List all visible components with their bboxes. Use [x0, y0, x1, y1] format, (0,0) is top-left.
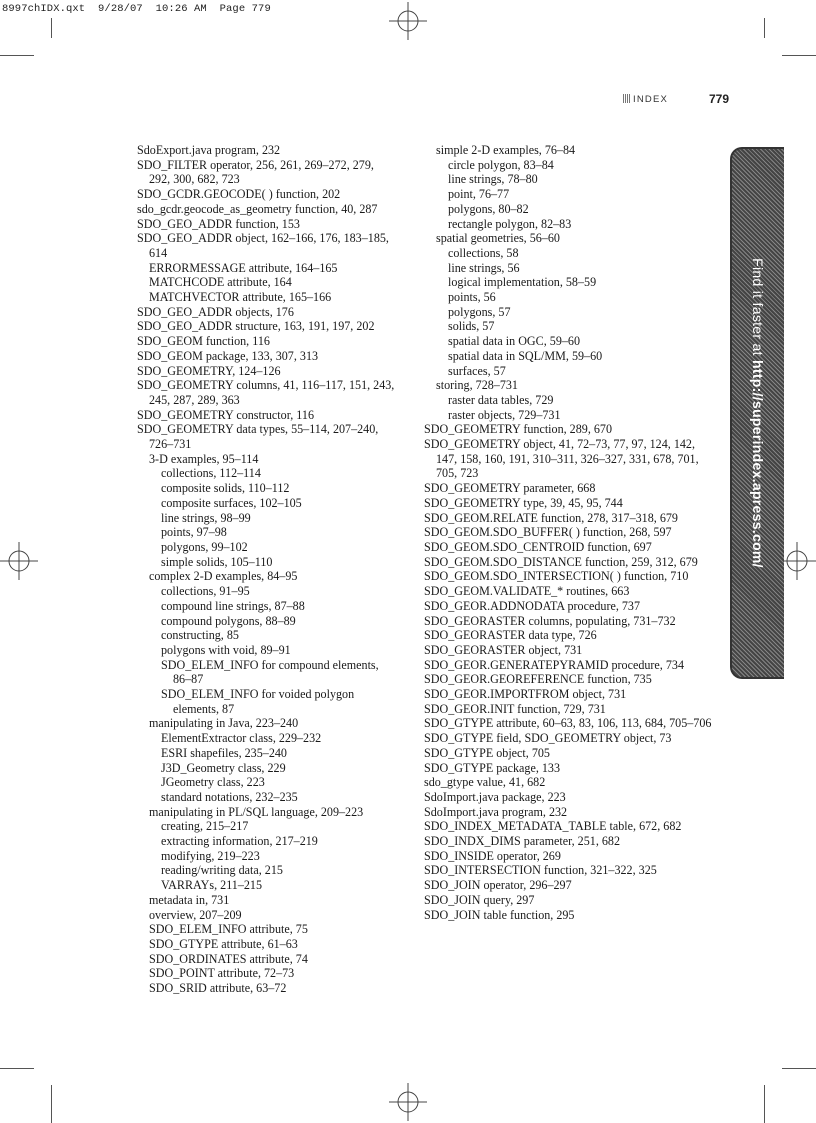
index-entry: SDO_GEOM.SDO_BUFFER( ) function, 268, 597 [424, 525, 672, 540]
index-entry: SDO_GEOMETRY object, 41, 72–73, 77, 97, 124, 142, 147, 158, 160, 191, 310–311, 326–327, 331, 678, 701, 705, 723 [424, 437, 699, 481]
index-entry: raster data tables, 729 [448, 392, 554, 407]
index-entry: logical implementation, 58–59 [448, 275, 597, 290]
index-entry: simple 2-D examples, 76–84 [436, 143, 576, 157]
index-entry: polygons, 57 [448, 304, 511, 319]
index-entry: solids, 57 [448, 319, 495, 334]
index-entry: SDO_GEOR.ADDNODATA procedure, 737 [424, 598, 641, 613]
index-entry: SDO_GEO_ADDR function, 153 [137, 216, 300, 231]
index-entry: SdoExport.java program, 232 [137, 143, 281, 157]
crop-mark [782, 55, 816, 56]
index-entry: manipulating in Java, 223–240 [149, 716, 299, 731]
thumb-tab-prefix: Find it faster at [750, 258, 766, 361]
index-entry: SDO_ORDINATES attribute, 74 [149, 951, 308, 966]
index-entry: SDO_GEO_ADDR objects, 176 [137, 304, 294, 319]
index-entry: SDO_SRID attribute, 63–72 [149, 981, 287, 996]
crop-mark [782, 1068, 816, 1069]
registration-mark-left [0, 542, 38, 580]
index-column-right [424, 143, 714, 922]
index-entry: SDO_GEOM.SDO_CENTROID function, 697 [424, 539, 652, 554]
index-entry: raster objects, 729–731 [448, 407, 561, 422]
index-entry: SDO_GTYPE attribute, 60–63, 83, 106, 113, 684, 705–706 [424, 716, 712, 731]
index-entry: SDO_GEOM function, 116 [137, 334, 270, 349]
index-entry: overview, 207–209 [149, 907, 242, 922]
crop-mark [51, 18, 52, 38]
index-entry: extracting information, 217–219 [161, 834, 318, 849]
index-entry: SDO_ELEM_INFO attribute, 75 [149, 922, 308, 937]
index-entry: SDO_GEO_ADDR object, 162–166, 176, 183–185, 614 [137, 231, 389, 260]
index-entry: collections, 112–114 [161, 466, 261, 481]
index-entry: SDO_GEORASTER object, 731 [424, 642, 583, 657]
index-entry: complex 2-D examples, 84–95 [149, 569, 298, 584]
index-entry: manipulating in PL/SQL language, 209–223 [149, 804, 364, 819]
index-entry: creating, 215–217 [161, 819, 249, 834]
index-entry: SDO_INSIDE operator, 269 [424, 848, 561, 863]
thumb-tab-url: http://superindex.apress.com/ [750, 360, 766, 568]
index-entry: SDO_GEOR.GEOREFERENCE function, 735 [424, 672, 652, 687]
index-entry: sdo_gtype value, 41, 682 [424, 775, 546, 790]
index-entry: SdoImport.java program, 232 [424, 804, 568, 819]
index-entry: compound line strings, 87–88 [161, 598, 305, 613]
index-entry: ESRI shapefiles, 235–240 [161, 745, 287, 760]
index-entry: SDO_GTYPE field, SDO_GEOMETRY object, 73 [424, 731, 672, 746]
index-entry: SDO_ELEM_INFO for compound elements, 86–87 [161, 657, 379, 687]
registration-mark-bottom [389, 1083, 427, 1121]
index-entry: SDO_FILTER operator, 256, 261, 269–272, 279, 292, 300, 682, 723 [137, 157, 374, 187]
index-entry: SDO_GEO_ADDR structure, 163, 191, 197, 202 [137, 319, 375, 334]
index-entry: circle polygon, 83–84 [448, 157, 554, 172]
index-entry: SDO_GEORASTER data type, 726 [424, 628, 597, 643]
index-entry: SDO_ELEM_INFO for voided polygon elements, 87 [161, 687, 355, 716]
index-entry: SDO_GEOMETRY data types, 55–114, 207–240, 726–731 [137, 422, 379, 452]
index-entry: spatial geometries, 56–60 [436, 231, 560, 246]
index-entry: SDO_GTYPE package, 133 [424, 760, 561, 775]
index-entry: ElementExtractor class, 229–232 [161, 731, 322, 746]
index-entry: rectangle polygon, 82–83 [448, 216, 572, 231]
index-entry: reading/writing data, 215 [161, 863, 283, 878]
index-entry: modifying, 219–223 [161, 848, 260, 863]
index-entry: SDO_GEOMETRY columns, 41, 116–117, 151, 243, 245, 287, 289, 363 [137, 378, 395, 407]
index-entry: SDO_GEOR.IMPORTFROM object, 731 [424, 687, 627, 702]
index-entry: standard notations, 232–235 [161, 789, 298, 804]
index-entry: MATCHVECTOR attribute, 165–166 [149, 290, 332, 305]
index-entry: JGeometry class, 223 [161, 775, 265, 790]
index-entry: SDO_GEOM.RELATE function, 278, 317–318, 679 [424, 510, 678, 525]
index-entry: spatial data in SQL/MM, 59–60 [448, 348, 603, 363]
index-entry: VARRAYs, 211–215 [161, 878, 263, 893]
index-entry: SDO_JOIN table function, 295 [424, 907, 575, 922]
index-entry: J3D_Geometry class, 229 [161, 760, 286, 775]
index-entry: SDO_GEOMETRY parameter, 668 [424, 481, 596, 496]
index-entry: SDO_INDEX_METADATA_TABLE table, 672, 682 [424, 819, 682, 834]
index-entry: collections, 58 [448, 245, 519, 260]
index-entry: SDO_POINT attribute, 72–73 [149, 966, 295, 981]
index-entry: SDO_GEOMETRY function, 289, 670 [424, 422, 613, 437]
index-entry: SDO_GEOM package, 133, 307, 313 [137, 348, 319, 363]
index-entry: SDO_GEOM.SDO_DISTANCE function, 259, 312, 679 [424, 554, 698, 569]
index-entry: SDO_GEOR.INIT function, 729, 731 [424, 701, 606, 716]
index-entry: SDO_INDX_DIMS parameter, 251, 682 [424, 834, 621, 849]
index-entry: composite surfaces, 102–105 [161, 495, 302, 510]
index-entry: polygons, 80–82 [448, 201, 529, 216]
index-entry: SDO_GTYPE attribute, 61–63 [149, 936, 298, 951]
index-entry: simple solids, 105–110 [161, 554, 273, 569]
index-entry: constructing, 85 [161, 628, 239, 643]
thumb-tab-text [750, 258, 766, 568]
crop-mark [51, 1085, 52, 1123]
index-entry: SDO_INTERSECTION function, 321–322, 325 [424, 863, 657, 878]
index-entry: ERRORMESSAGE attribute, 164–165 [149, 260, 338, 275]
index-entry: SDO_GEOM.VALIDATE_* routines, 663 [424, 584, 630, 599]
crop-mark [0, 1068, 34, 1069]
thumb-tab [730, 147, 784, 679]
index-entry: SdoImport.java package, 223 [424, 789, 566, 804]
header-bars-icon [623, 94, 630, 103]
index-entry: SDO_GEOMETRY, 124–126 [137, 363, 281, 378]
index-entry: line strings, 98–99 [161, 510, 251, 525]
index-entry: storing, 728–731 [436, 378, 518, 393]
index-entry: spatial data in OGC, 59–60 [448, 334, 581, 349]
crop-mark [0, 55, 34, 56]
index-entry: polygons, 99–102 [161, 539, 248, 554]
index-entry: point, 76–77 [448, 187, 510, 202]
index-entry: MATCHCODE attribute, 164 [149, 275, 292, 290]
index-entry: SDO_GCDR.GEOCODE( ) function, 202 [137, 187, 341, 202]
index-entry: metadata in, 731 [149, 892, 230, 907]
page-number: 779 [709, 92, 730, 106]
crop-mark [764, 18, 765, 38]
index-entry: points, 97–98 [161, 525, 227, 540]
index-entry: SDO_JOIN operator, 296–297 [424, 878, 572, 893]
index-entry: polygons with void, 89–91 [161, 642, 291, 657]
index-entry: SDO_GEOMETRY constructor, 116 [137, 407, 314, 422]
index-entry: points, 56 [448, 290, 496, 305]
index-entry: compound polygons, 88–89 [161, 613, 296, 628]
index-entry: SDO_GEOM.SDO_INTERSECTION( ) function, 710 [424, 569, 689, 584]
crop-mark [764, 1085, 765, 1123]
print-slug: 8997chIDX.qxt 9/28/07 10:26 AM Page 779 [2, 3, 271, 15]
index-entry: sdo_gcdr.geocode_as_geometry function, 40, 287 [137, 201, 378, 216]
index-entry: composite solids, 110–112 [161, 481, 290, 496]
index-entry: line strings, 78–80 [448, 172, 538, 187]
index-entry: SDO_JOIN query, 297 [424, 892, 535, 907]
index-entry: SDO_GEORASTER columns, populating, 731–732 [424, 613, 676, 628]
index-entry: collections, 91–95 [161, 584, 250, 599]
index-entry: 3-D examples, 95–114 [149, 451, 259, 466]
index-entry: line strings, 56 [448, 260, 520, 275]
index-entry: SDO_GEOMETRY type, 39, 45, 95, 744 [424, 495, 623, 510]
section-header [623, 94, 668, 105]
index-entry: surfaces, 57 [448, 363, 506, 378]
index-entry: SDO_GEOR.GENERATEPYRAMID procedure, 734 [424, 657, 684, 672]
index-entry: SDO_GTYPE object, 705 [424, 745, 550, 760]
registration-mark-top [389, 2, 427, 40]
index-column-left [137, 143, 397, 996]
section-title: INDEX [633, 94, 669, 105]
